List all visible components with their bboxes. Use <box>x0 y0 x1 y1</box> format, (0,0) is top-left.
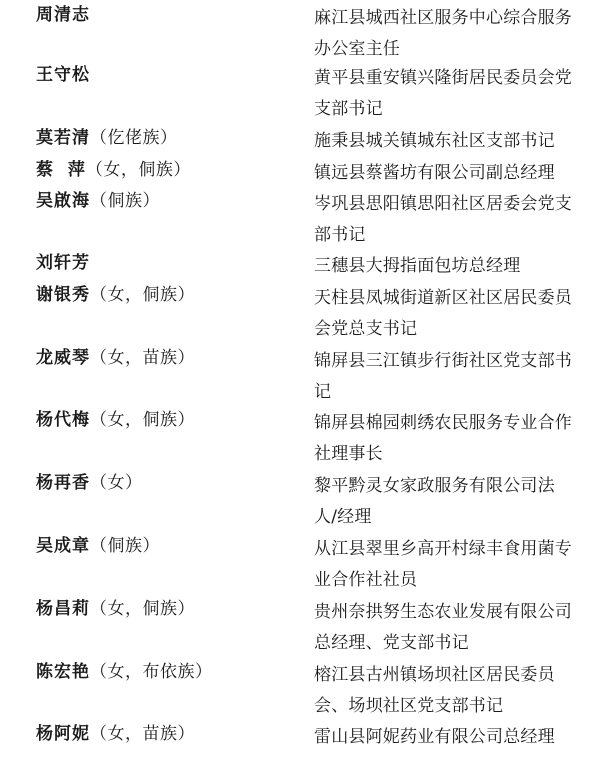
person-position: 贵州奈拱努生态农业发展有限公司总经理、党支部书记 <box>314 602 572 653</box>
person-position: 黎平黔灵女家政服务有限公司法人/经理 <box>314 476 555 527</box>
person-position: 锦屏县棉园刺绣农民服务专业合作社理事长 <box>314 413 572 464</box>
person-name: 吴啟海（侗族） <box>36 191 160 211</box>
person-position: 岑巩县思阳镇思阳社区居委会党支部书记 <box>314 194 572 245</box>
person-position: 三穗县大拇指面包坊总经理 <box>314 256 521 276</box>
person-position: 从江县翠里乡高开村绿丰食用菌专业合作社社员 <box>314 539 572 590</box>
person-name: 龙威琴（女，苗族） <box>36 348 195 368</box>
person-name: 刘轩芳 <box>36 253 90 273</box>
person-position: 施秉县城关镇城东社区支部书记 <box>314 131 555 151</box>
person-name: 杨昌莉（女，侗族） <box>36 599 195 619</box>
person-position: 雷山县阿妮药业有限公司总经理 <box>314 727 555 747</box>
person-position: 镇远县蔡酱坊有限公司副总经理 <box>314 163 555 183</box>
person-name: 吴成章（侗族） <box>36 536 160 556</box>
person-position: 锦屏县三江镇步行街社区党支部书记 <box>314 351 572 402</box>
person-name: 王守松 <box>36 65 90 85</box>
person-name: 陈宏艳（女，布依族） <box>36 662 213 682</box>
person-position: 榕江县古州镇场坝社区居民委员会、场坝社区党支部书记 <box>314 665 555 716</box>
person-name: 杨代梅（女，侗族） <box>36 410 195 430</box>
person-name: 蔡 萍（女，侗族） <box>36 160 191 180</box>
person-position: 黄平县重安镇兴隆街居民委员会党支部书记 <box>314 68 572 119</box>
person-name: 谢银秀（女，侗族） <box>36 285 195 305</box>
person-name: 杨再香（女） <box>36 473 143 493</box>
person-name: 杨阿妮（女，苗族） <box>36 724 195 744</box>
person-position: 麻江县城西社区服务中心综合服务办公室主任 <box>314 8 572 59</box>
person-name: 莫若清（仡佬族） <box>36 128 178 148</box>
person-position: 天柱县凤城街道新区社区居民委员会党总支书记 <box>314 288 572 339</box>
person-name: 周清志 <box>36 5 90 25</box>
